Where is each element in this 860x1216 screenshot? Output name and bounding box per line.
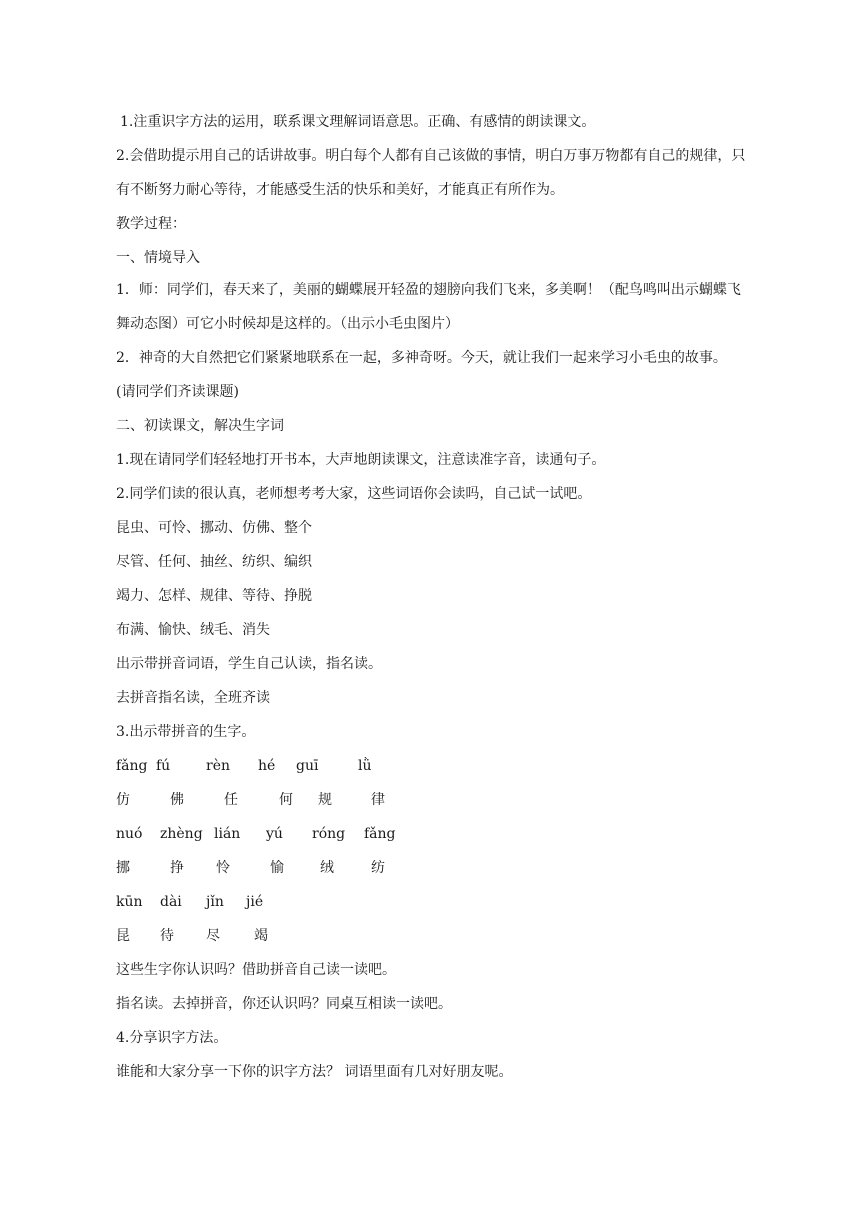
pinyin: rèn	[206, 758, 230, 774]
character: 何	[279, 792, 293, 808]
character: 佛	[170, 792, 184, 808]
section-2-step-2: 2.同学们读的很认真，老师想考考大家，这些词语你会读吗，自己试一试吧。	[116, 486, 592, 502]
note-1: 出示带拼音词语，学生自己认读，指名读。	[116, 656, 382, 672]
pinyin: zhèng	[160, 826, 203, 842]
question-2: 指名读。去掉拼音，你还认识吗？同桌互相读一读吧。	[116, 996, 452, 1012]
process-title: 教学过程：	[116, 216, 186, 232]
pinyin: nuó	[116, 826, 143, 842]
character: 任	[224, 792, 238, 808]
pinyin: jié	[246, 894, 264, 910]
pinyin: kūn	[116, 894, 143, 910]
character: 竭	[254, 928, 268, 944]
note-2: 去拼音指名读，全班齐读	[116, 690, 270, 706]
character: 纺	[371, 860, 385, 876]
pinyin: fú	[156, 758, 171, 774]
pinyin: fǎng	[364, 826, 396, 842]
section-1-para-1: 1．师：同学们，春天来了，美丽的蝴蝶展开轻盈的翅膀向我们飞来，多美啊！（配鸟鸣叫出示蝴蝶飞舞动态图）可它小时候却是这样的。（出示小毛虫图片）	[116, 282, 741, 332]
section-2-title: 二、初读课文，解决生字词	[116, 418, 284, 434]
character: 愉	[270, 860, 284, 876]
character: 绒	[320, 860, 334, 876]
character: 仿	[116, 792, 130, 808]
character: 挣	[170, 860, 184, 876]
pinyin: yú	[266, 826, 283, 842]
section-2-step-1: 1.现在请同学们轻轻地打开书本，大声地朗读课文，注意读准字音，读通句子。	[116, 452, 606, 468]
character: 挪	[116, 860, 130, 876]
question-3: 谁能和大家分享一下你的识字方法？ 词语里面有几对好朋友呢。	[116, 1064, 513, 1080]
pinyin: hé	[258, 758, 276, 774]
objective-1: 1.注重识字方法的运用，联系课文理解词语意思。正确、有感情的朗读课文。	[120, 114, 596, 130]
section-2-step-4: 4.分享识字方法。	[116, 1030, 228, 1046]
pinyin: dài	[160, 894, 182, 910]
pinyin: lián	[214, 826, 241, 842]
question-1: 这些生字你认识吗？借助拼音自己读一读吧。	[116, 962, 396, 978]
word-list-line: 布满、愉快、绒毛、消失	[116, 622, 270, 638]
character: 尽	[206, 928, 220, 944]
character: 昆	[116, 928, 130, 944]
pinyin: lǜ	[358, 758, 372, 774]
pinyin: guī	[296, 758, 319, 774]
word-list-line: 昆虫、可怜、挪动、仿佛、整个	[116, 520, 312, 536]
pinyin: róng	[312, 826, 346, 842]
section-1-para-2: 2．神奇的大自然把它们紧紧地联系在一起，多神奇呀。今天，就让我们一起来学习小毛虫的故事。(请同学们齐读课题)	[116, 350, 727, 400]
character: 怜	[216, 860, 230, 876]
character: 规	[318, 792, 332, 808]
pinyin: fǎng	[116, 758, 148, 774]
section-2-step-3: 3.出示带拼音的生字。	[116, 724, 256, 740]
section-1-title: 一、情境导入	[116, 250, 200, 266]
word-list-line: 竭力、怎样、规律、等待、挣脱	[116, 588, 312, 604]
character: 待	[160, 928, 174, 944]
objective-2: 2.会借助提示用自己的话讲故事。明白每个人都有自己该做的事情，明白万事万物都有自己的规律，只有不断努力耐心等待，才能感受生活的快乐和美好，才能真正有所作为。	[116, 148, 746, 198]
word-list-line: 尽管、任何、抽丝、纺织、编织	[116, 554, 312, 570]
pinyin: jǐn	[206, 894, 224, 910]
character: 律	[371, 792, 385, 808]
